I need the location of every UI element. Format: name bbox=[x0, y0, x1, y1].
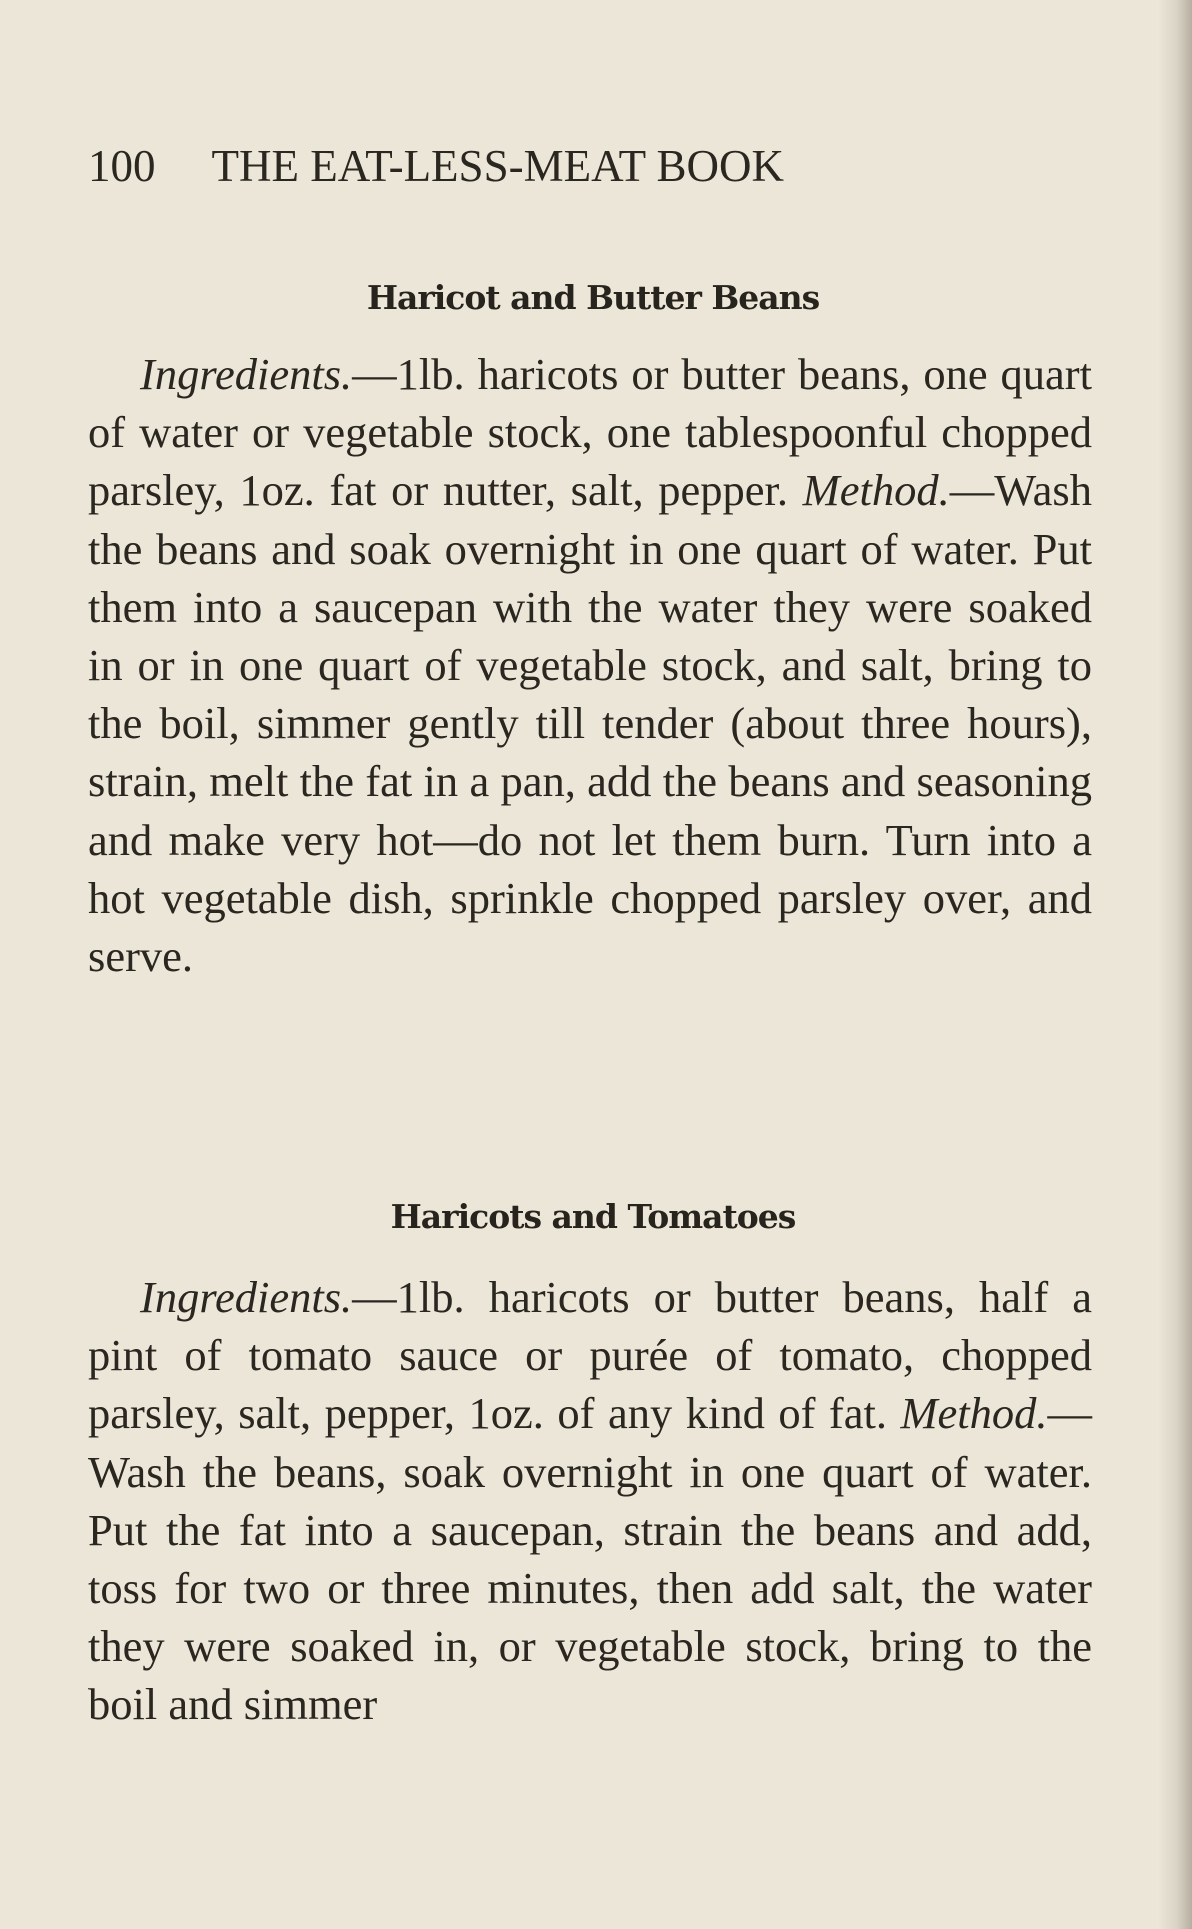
method-label: Method. bbox=[802, 465, 950, 516]
method-text: —Wash the beans and soak overnight in one quart of water. Put them into a saucepan with the water they were soaked in or in one quart of vegetable stock, and salt, bring to the boil, simmer gently till tender (about three hours), strain, melt the fat in a pan, add the beans and seasoning and make very hot—do not let them burn. Turn into a hot vegetable dish, sprinkle chopped parsley over, and serve. bbox=[88, 465, 1092, 982]
page-number: 100 bbox=[88, 141, 156, 191]
running-head bbox=[88, 140, 1098, 192]
recipe-body bbox=[88, 1268, 1092, 1734]
method-text: —Wash the beans, soak overnight in one quart of water. Put the fat into a saucepan, strain the beans and add, toss for two or three minutes, then add salt, the water they were soaked in, or vegetable stock, bring to the boil and simmer bbox=[88, 1388, 1092, 1730]
ingredients-text: —1lb. haricots or butter beans, one quart of water or vegetable stock, one tablespoonful chopped parsley, 1oz. fat or nutter, salt, pepper. bbox=[88, 349, 1092, 516]
book-title: THE EAT-LESS-MEAT BOOK bbox=[211, 141, 785, 191]
page-gutter-shadow bbox=[1158, 0, 1192, 1929]
recipe-title: Haricots and Tomatoes bbox=[390, 1197, 796, 1236]
ingredients-label: Ingredients. bbox=[140, 1272, 353, 1322]
ingredients-text: —1lb. haricots or butter beans, half a pint of tomato sauce or purée of tomato, chopped parsley, salt, pepper, 1oz. of any kind of fat. bbox=[88, 1272, 1092, 1439]
recipe-title: Haricot and Butter Beans bbox=[366, 278, 820, 317]
ingredients-label: Ingredients. bbox=[140, 349, 353, 399]
method-label: Method. bbox=[900, 1388, 1048, 1439]
recipe-body bbox=[88, 345, 1092, 985]
